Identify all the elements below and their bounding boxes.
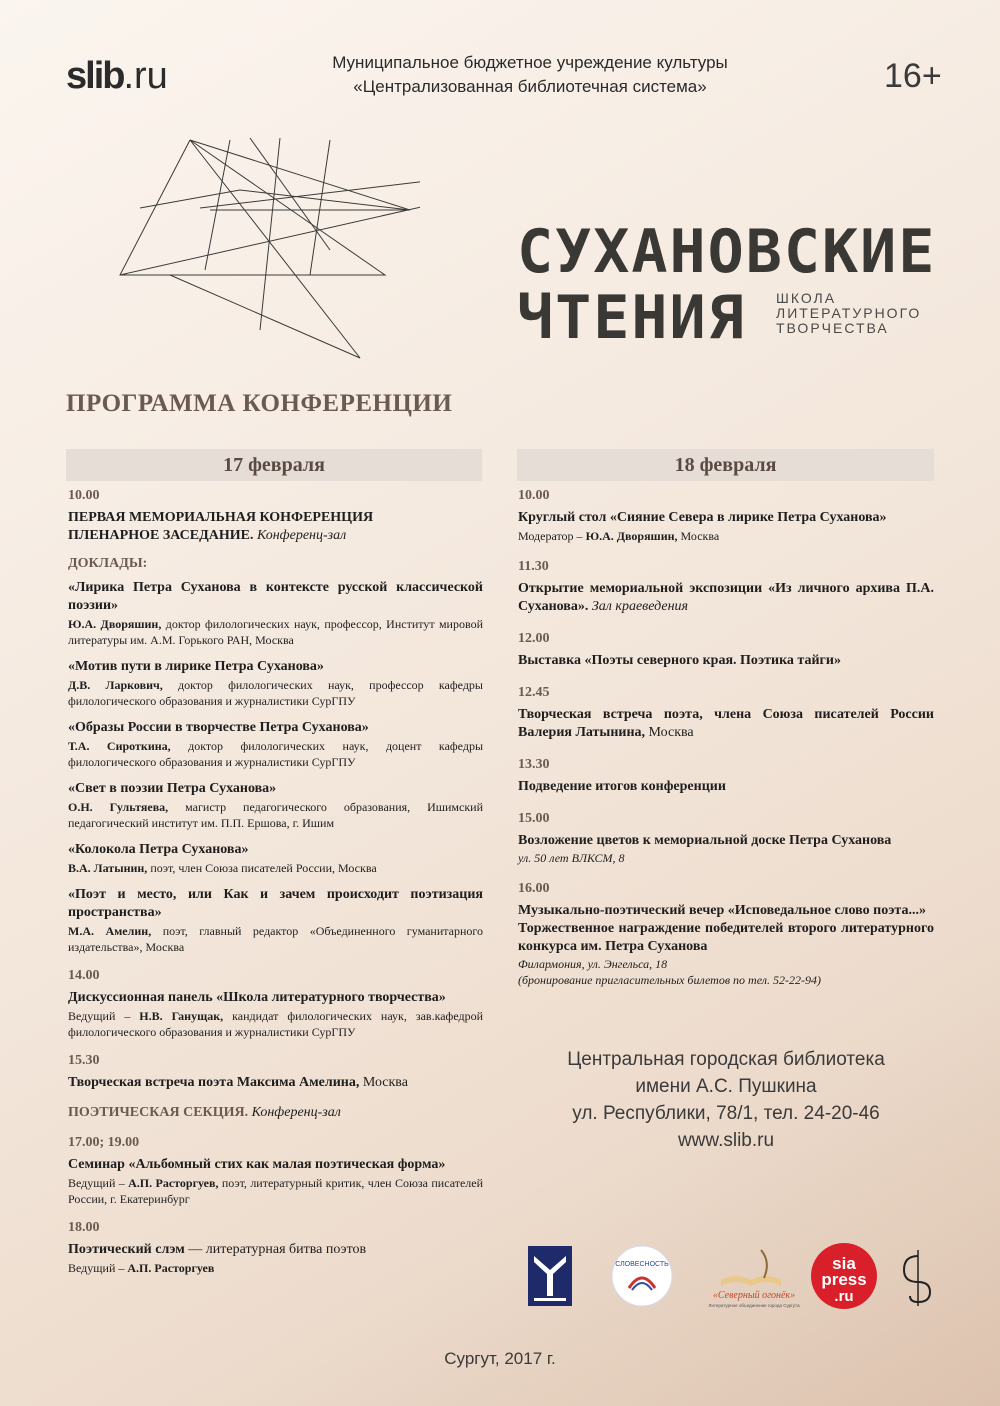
- library-name-2: имени А.С. Пушкина: [635, 1076, 817, 1097]
- report-item: [68, 719, 483, 770]
- slib-logo[interactable]: [66, 50, 168, 96]
- speaker-name: О.Н. Гультяева,: [68, 800, 169, 814]
- sia-text: sia: [832, 1254, 856, 1273]
- day1-schedule: [68, 487, 483, 1276]
- opening-title: ПЕРВАЯ МЕМОРИАЛЬНАЯ КОНФЕРЕНЦИЯ: [68, 510, 374, 525]
- report-title: «Мотив пути в лирике Петра Суханова»: [68, 659, 324, 674]
- host-name: А.П. Расторгуев: [127, 1261, 215, 1275]
- severny-ogonek-logo[interactable]: [708, 1250, 800, 1308]
- day2-schedule: [518, 487, 934, 988]
- day2-header: 18 февраля: [517, 449, 934, 481]
- report-item: [68, 886, 483, 955]
- title-line-2: ЧТЕНИЯ: [517, 283, 746, 353]
- partner-logos-graphic: [526, 1240, 936, 1312]
- flowers-location: ул. 50 лет ВЛКСМ, 8: [518, 851, 625, 865]
- slam-name: Поэтический слэм: [68, 1242, 185, 1257]
- slam-host: [68, 1260, 483, 1276]
- partner-logos: [526, 1240, 936, 1312]
- time: 12.45: [518, 685, 550, 700]
- slovesnost-logo[interactable]: [612, 1246, 672, 1306]
- ogonek-title: «Северный огонёк»: [712, 1290, 796, 1301]
- round-table-moderator: [518, 528, 934, 544]
- time: 15.00: [518, 811, 550, 826]
- flowers-title: Возложение цветов к мемориальной доске Петра Суханова: [518, 833, 892, 848]
- org-line-1: Муниципальное бюджетное учреждение культуры: [332, 53, 728, 72]
- speaker-name: В.А. Латынин,: [68, 861, 148, 875]
- ogonek-subtitle: Литературное объединение города Сургута: [708, 1303, 800, 1308]
- monogram-logo[interactable]: [904, 1250, 930, 1306]
- moderator-label: Модератор –: [518, 529, 583, 543]
- program-heading: ПРОГРАММА КОНФЕРЕНЦИИ: [66, 390, 453, 417]
- evening-title: Музыкально-поэтический вечер «Исповедальное слово поэта...»: [518, 903, 926, 918]
- report-item: [68, 780, 483, 831]
- meeting-text: Творческая встреча поэта Максима Амелина,: [68, 1075, 360, 1090]
- reports-label: ДОКЛАДЫ:: [68, 556, 148, 571]
- time: 10.00: [68, 488, 100, 503]
- time: 11.30: [518, 559, 549, 574]
- report-title: «Образы России в творчестве Петра Суханова»: [68, 720, 369, 735]
- plenary-label: ПЛЕНАРНОЕ ЗАСЕДАНИЕ.: [68, 528, 254, 543]
- time: 17.00; 19.00: [68, 1135, 140, 1150]
- slam-title: [68, 1241, 483, 1259]
- meeting-title: [68, 1074, 483, 1092]
- school-line-3: ТВОРЧЕСТВА: [776, 320, 889, 336]
- poetic-section: [68, 1104, 483, 1122]
- report-title: «Поэт и место, или Как и зачем происходит поэтизация пространства»: [68, 887, 483, 920]
- poetic-section-location: Конференц-зал: [251, 1105, 341, 1120]
- awards-title: Торжественное награждение победителей второго литературного конкурса им. Петра Суханова: [518, 921, 934, 954]
- time: 14.00: [68, 968, 100, 983]
- school-line-2: ЛИТЕРАТУРНОГО: [776, 305, 922, 321]
- report-speaker: [68, 923, 483, 955]
- host-name: А.П. Расторгуев,: [128, 1176, 219, 1190]
- logo-suffix: .ru: [123, 55, 168, 97]
- host-label: Ведущий –: [68, 1009, 131, 1023]
- summary-title: Подведение итогов конференции: [518, 779, 726, 794]
- speaker-desc: доктор филологических наук, профессор кафедры филологического образования и журналистики СурГПУ: [68, 678, 483, 708]
- host-label: Ведущий –: [68, 1261, 125, 1275]
- library-name: Центральная городская библиотека: [567, 1049, 885, 1070]
- speaker-name: Ю.А. Дворяшин,: [68, 617, 162, 631]
- seminar-host: [68, 1175, 483, 1207]
- time: 18.00: [68, 1220, 100, 1235]
- time: 10.00: [518, 488, 550, 503]
- host-label: Ведущий –: [68, 1176, 125, 1190]
- report-speaker: [68, 616, 483, 648]
- host-desc: кандидат филологических наук, зав.кафедрой филологического образования и журналистики СурГПУ: [68, 1009, 484, 1039]
- decorative-lines: [110, 130, 420, 360]
- time: 13.30: [518, 757, 550, 772]
- library-info: [518, 1046, 934, 1154]
- organization-name: [250, 51, 810, 99]
- speaker-desc: доктор филологических наук, профессор, Институт мировой литературы им. А.М. Горького РАН, Москва: [68, 617, 483, 647]
- meeting-city: Москва: [362, 1075, 408, 1090]
- slam-desc: — литературная битва поэтов: [188, 1242, 367, 1257]
- seminar-title: Семинар «Альбомный стих как малая поэтическая форма»: [68, 1157, 446, 1172]
- siapress-logo[interactable]: [811, 1243, 877, 1309]
- report-item: [68, 579, 483, 648]
- speaker-desc: поэт, главный редактор «Объединенного гуманитарного издательства», Москва: [68, 924, 484, 954]
- report-item: [68, 841, 483, 876]
- speaker-desc: поэт, член Союза писателей России, Москва: [150, 861, 377, 875]
- library-website[interactable]: www.slib.ru: [677, 1130, 775, 1151]
- time: 12.00: [518, 631, 550, 646]
- report-title: «Свет в поэзии Петра Суханова»: [68, 781, 277, 796]
- city-year: Сургут, 2017 г.: [444, 1349, 556, 1368]
- moderator-name: Ю.А. Дворяшин,: [585, 529, 678, 543]
- exposition-title: [518, 580, 934, 616]
- speaker-name: Д.В. Ларкович,: [68, 678, 163, 692]
- report-title: «Лирика Петра Суханова в контексте русской классической поэзии»: [68, 580, 483, 613]
- exhibition-title: Выставка «Поэты северного края. Поэтика тайги»: [518, 653, 841, 668]
- speaker-desc: доктор филологических наук, доцент кафедры филологического образования и журналистики СурГПУ: [68, 739, 484, 769]
- logo-text: slib: [66, 55, 124, 97]
- time: 15.30: [68, 1053, 100, 1068]
- exposition-location: Зал краеведения: [591, 599, 689, 614]
- panel-title: Дискуссионная панель «Школа литературного творчества»: [68, 990, 446, 1005]
- report-speaker: [68, 738, 483, 770]
- report-speaker: [68, 860, 483, 876]
- title-line-1: СУХАНОВСКИЕ: [517, 217, 937, 287]
- host-name: Н.В. Ганущак,: [139, 1009, 224, 1023]
- school-subtitle: [776, 291, 921, 336]
- library-address: ул. Республики, 78/1, тел. 24-20-46: [572, 1103, 880, 1124]
- report-speaker: [68, 799, 483, 831]
- report-speaker: [68, 677, 483, 709]
- meeting-city: Москва: [648, 725, 694, 740]
- university-logo[interactable]: [528, 1246, 572, 1306]
- plenary-session: [68, 527, 483, 545]
- ru-text: .ru: [834, 1288, 854, 1305]
- exposition-text: Открытие мемориальной экспозиции «Из личного архива П.А. Суханова».: [518, 581, 934, 614]
- panel-host: [68, 1008, 483, 1040]
- meeting-title: [518, 706, 934, 742]
- meeting-text: Творческая встреча поэта, члена Союза писателей России Валерия Латынина,: [518, 707, 934, 740]
- report-item: [68, 658, 483, 709]
- speaker-name: Т.А. Сироткина,: [68, 739, 171, 753]
- slovesnost-text: СЛОВЕСНОСТЬ: [615, 1261, 669, 1268]
- host-desc: поэт, литературный критик, член Союза писателей России, г. Екатеринбург: [68, 1176, 484, 1206]
- evening-location: Филармония, ул. Энгельса, 18: [518, 957, 668, 971]
- org-line-2: «Централизованная библиотечная система»: [353, 77, 707, 96]
- school-line-1: ШКОЛА: [776, 290, 837, 306]
- round-table-title: Круглый стол «Сияние Севера в лирике Петра Суханова»: [518, 510, 887, 525]
- poetic-section-label: ПОЭТИЧЕСКАЯ СЕКЦИЯ.: [68, 1105, 249, 1120]
- evening-booking-note: (бронирование пригласительных билетов по тел. 52-22-94): [518, 973, 821, 987]
- age-rating: 16+: [884, 57, 942, 95]
- plenary-location: Конференц-зал: [256, 528, 347, 543]
- press-text: press: [821, 1270, 867, 1289]
- time: 16.00: [518, 881, 550, 896]
- moderator-city: Москва: [680, 529, 720, 543]
- report-title: «Колокола Петра Суханова»: [68, 842, 249, 857]
- speaker-name: М.А. Амелин,: [68, 924, 152, 938]
- speaker-desc: магистр педагогического образования, Ишимский педагогический институт им. П.П. Ершова, г. Ишим: [68, 800, 484, 830]
- day1-header: 17 февраля: [66, 449, 482, 481]
